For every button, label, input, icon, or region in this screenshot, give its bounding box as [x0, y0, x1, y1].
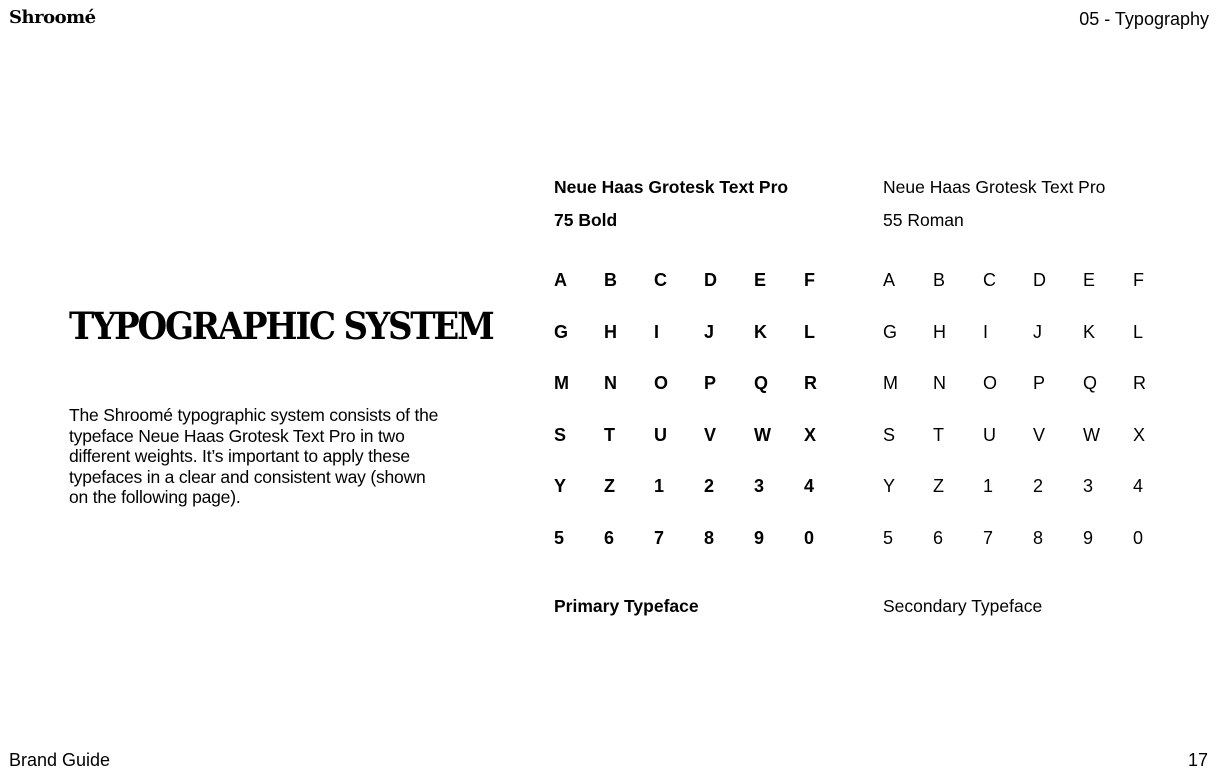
glyph-cell: G — [554, 321, 569, 342]
glyph-cell: 0 — [804, 527, 815, 548]
glyph-cell: 0 — [1133, 527, 1144, 548]
glyph-cell: P — [704, 373, 717, 394]
glyph-cell: K — [754, 321, 767, 342]
glyph-cell: 8 — [1033, 527, 1044, 548]
glyph-cell: O — [983, 373, 998, 394]
glyph-cell: 6 — [933, 527, 944, 548]
glyph-cell: F — [804, 270, 815, 290]
glyph-cell: Q — [754, 373, 769, 394]
glyph-cell: Z — [933, 476, 944, 497]
glyph-cell: E — [754, 270, 767, 290]
glyph-cell: N — [604, 373, 617, 394]
glyph-cell: X — [804, 424, 817, 445]
glyph-cell: 4 — [804, 476, 815, 497]
glyph-cell: 6 — [604, 527, 615, 548]
glyph-cell: 3 — [754, 476, 765, 497]
page-title: TYPOGRAPHIC SYSTEM — [69, 305, 493, 349]
glyph-cell: O — [654, 373, 669, 394]
brand-logo: Shroomé — [9, 7, 96, 28]
glyph-cell: I — [983, 321, 989, 342]
glyph-cell: 7 — [983, 527, 994, 548]
primary-typeface-heading — [554, 174, 854, 233]
glyph-cell: B — [933, 270, 946, 290]
glyph-cell: 5 — [554, 527, 565, 548]
glyph-cell: H — [604, 321, 617, 342]
glyph-cell: 2 — [1033, 476, 1044, 497]
section-title: 05 - Typography — [1079, 9, 1209, 29]
glyph-cell: V — [1033, 424, 1046, 445]
glyph-cell: W — [754, 424, 771, 445]
glyph-cell: Q — [1083, 373, 1098, 394]
glyph-cell: 1 — [983, 476, 994, 497]
glyph-cell: H — [933, 321, 946, 342]
glyph-cell: 9 — [1083, 527, 1094, 548]
glyph-cell: T — [604, 424, 615, 445]
glyph-cell: R — [804, 373, 817, 394]
glyph-cell: K — [1083, 321, 1096, 342]
glyph-cell: 1 — [654, 476, 665, 497]
glyph-cell: Y — [883, 476, 896, 497]
secondary-typeface-label: Secondary Typeface — [883, 596, 1043, 616]
glyph-cell: M — [554, 373, 569, 394]
glyph-cell: 2 — [704, 476, 715, 497]
glyph-cell: 3 — [1083, 476, 1094, 497]
primary-typeface-label: Primary Typeface — [554, 596, 699, 616]
glyph-cell: J — [704, 321, 715, 342]
secondary-typeface-name: Neue Haas Grotesk Text Pro — [883, 177, 1106, 197]
glyph-cell: F — [1133, 270, 1144, 290]
glyph-cell: L — [1133, 321, 1144, 342]
glyph-cell: N — [933, 373, 946, 394]
glyph-cell: P — [1033, 373, 1046, 394]
glyph-cell: I — [654, 321, 660, 342]
secondary-typeface-heading — [883, 174, 1183, 233]
glyph-cell: 8 — [704, 527, 715, 548]
primary-glyph-grid — [554, 263, 854, 573]
glyph-cell: U — [983, 424, 996, 445]
glyph-cell: D — [1033, 270, 1046, 290]
glyph-cell: 4 — [1133, 476, 1144, 497]
primary-typeface-weight: 75 Bold — [554, 210, 618, 230]
page-number: 17 — [1187, 750, 1208, 770]
glyph-cell: M — [883, 373, 898, 394]
glyph-cell: X — [1133, 424, 1146, 445]
glyph-cell: S — [554, 424, 567, 445]
glyph-cell: W — [1083, 424, 1100, 445]
primary-typeface-name: Neue Haas Grotesk Text Pro — [554, 177, 789, 197]
glyph-cell: U — [654, 424, 667, 445]
glyph-cell: Y — [554, 476, 567, 497]
secondary-glyph-grid — [883, 263, 1183, 573]
glyph-cell: D — [704, 270, 717, 290]
glyph-cell: A — [554, 270, 567, 290]
glyph-cell: G — [883, 321, 898, 342]
footer-brand-guide: Brand Guide — [9, 750, 111, 770]
glyph-cell: Z — [604, 476, 615, 497]
glyph-cell: B — [604, 270, 617, 290]
glyph-cell: L — [804, 321, 815, 342]
glyph-cell: C — [654, 270, 667, 290]
glyph-cell: 5 — [883, 527, 894, 548]
glyph-cell: V — [704, 424, 717, 445]
intro-paragraph: The Shroomé typographic system consists of the typeface Neue Haas Grotesk Text Pro in two different weights. It’s important to apply these typefaces in a clear and consistent way (shown on the following page). — [69, 405, 439, 507]
glyph-cell: E — [1083, 270, 1096, 290]
glyph-cell: 7 — [654, 527, 665, 548]
glyph-cell: A — [883, 270, 896, 290]
glyph-cell: S — [883, 424, 896, 445]
glyph-cell: R — [1133, 373, 1146, 394]
glyph-cell: C — [983, 270, 996, 290]
glyph-cell: T — [933, 424, 944, 445]
glyph-cell: J — [1033, 321, 1042, 342]
secondary-typeface-weight: 55 Roman — [883, 210, 964, 230]
glyph-cell: 9 — [754, 527, 765, 548]
